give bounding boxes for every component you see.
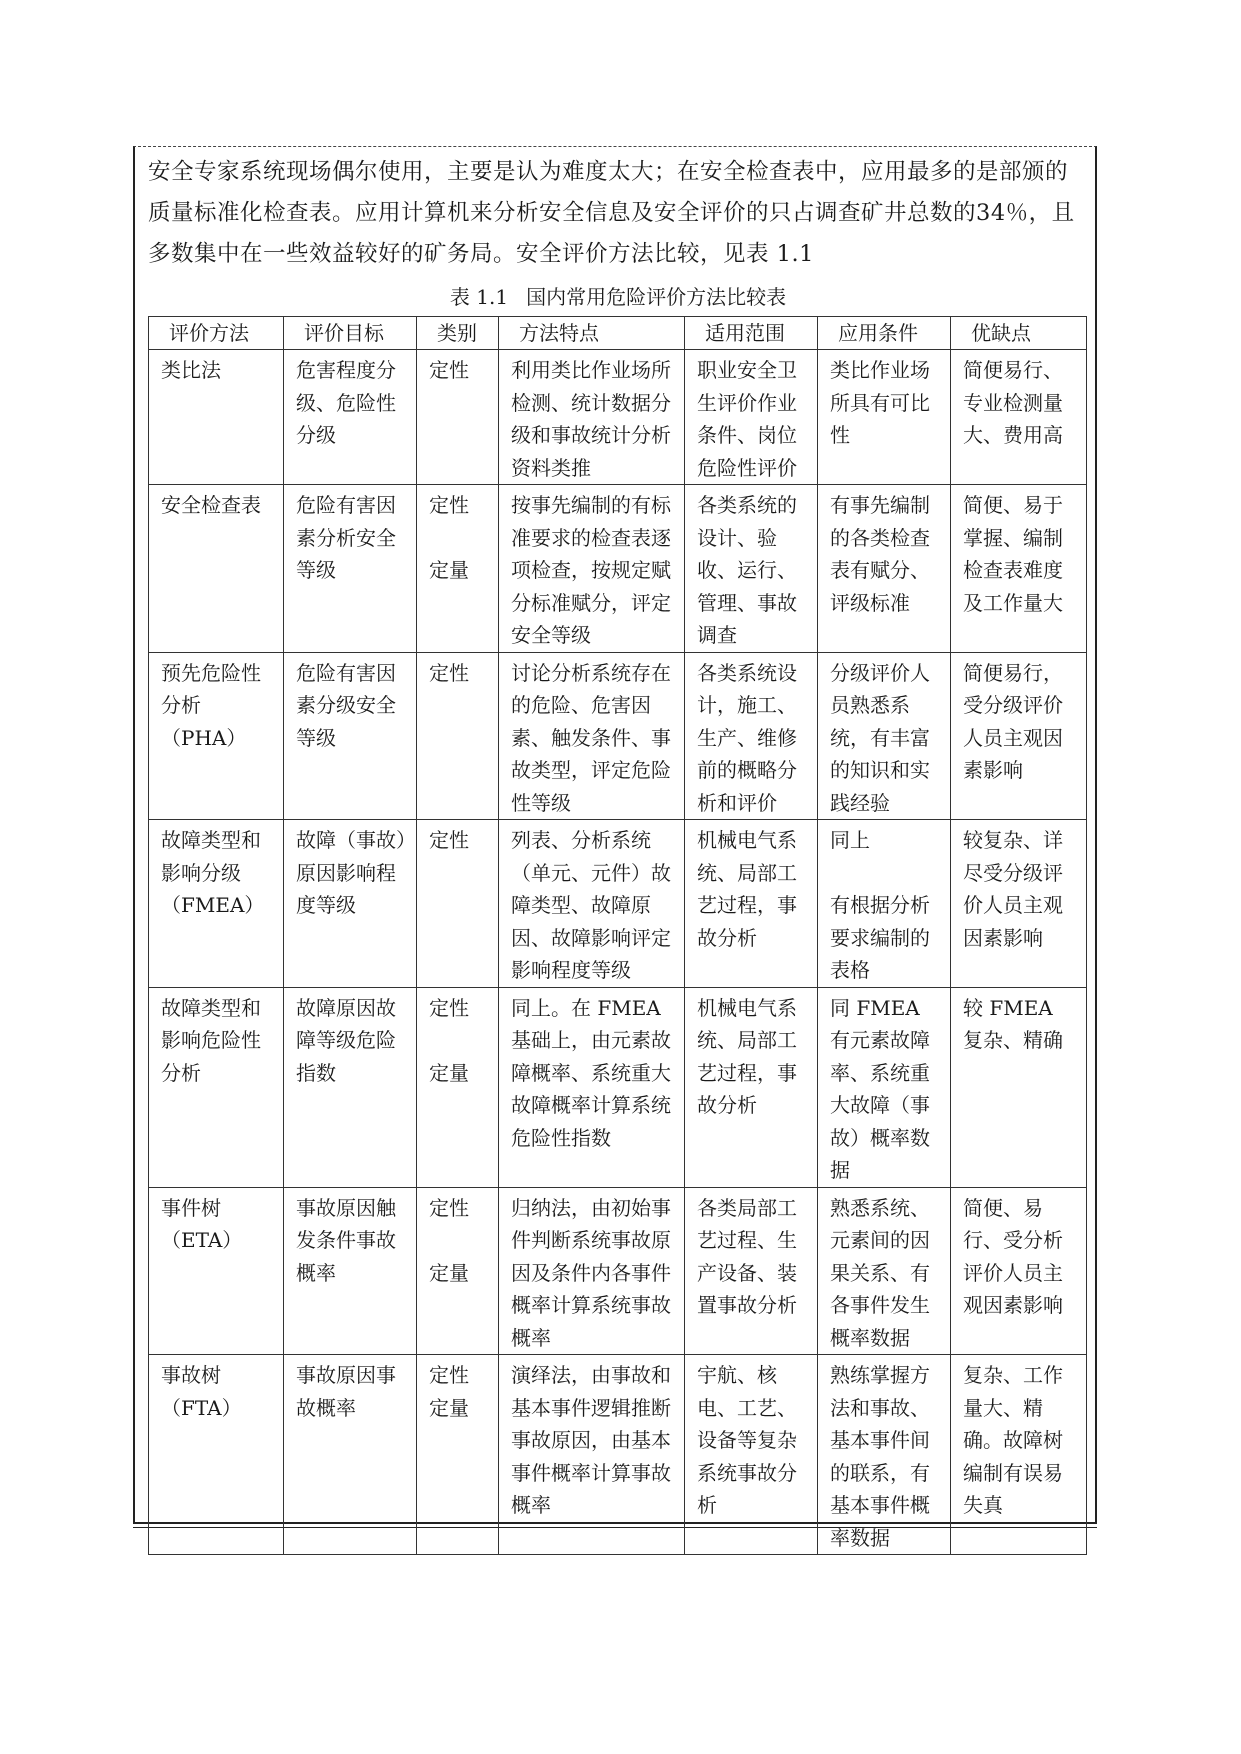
cell-target: 事故原因事故概率 [284,1355,417,1555]
cell-pros-cons: 较复杂、详尽受分级评价人员主观因素影响 [951,820,1087,988]
cell-method: 故障类型和影响危险性分析 [149,987,284,1187]
cell-category: 定性 [417,820,499,988]
cell-conditions: 熟练掌握方法和事故、基本事件间的联系，有基本事件概率数据 [818,1355,951,1555]
cell-method: 事故树 （FTA） [149,1355,284,1555]
table-row [149,820,1087,988]
cell-conditions: 类比作业场所具有可比性 [818,350,951,485]
cell-target: 故障原因故障等级危险指数 [284,987,417,1187]
cell-conditions: 分级评价人员熟悉系统，有丰富的知识和实践经验 [818,652,951,820]
cell-method: 故障类型和影响分级 （FMEA） [149,820,284,988]
cell-method: 预先危险性分析 （PHA） [149,652,284,820]
cell-target: 危险有害因素分析安全等级 [284,485,417,653]
cell-target: 故障（事故）原因影响程度等级 [284,820,417,988]
cell-pros-cons: 复杂、工作量大、精确。故障树编制有误易失真 [951,1355,1087,1555]
cell-target: 事故原因触发条件事故概率 [284,1187,417,1355]
cell-features: 按事先编制的有标准要求的检查表逐项检查，按规定赋分标准赋分，评定安全等级 [499,485,685,653]
comparison-table [148,316,1087,1555]
cell-category: 定性 定量 [417,1187,499,1355]
table-caption-title: 国内常用危险评价方法比较表 [526,285,787,309]
cell-features: 同上。在 FMEA 基础上，由元素故障概率、系统重大故障概率计算系统危险性指数 [499,987,685,1187]
table-header-row [149,317,1087,350]
header-features: 方法特点 [499,317,685,350]
cell-method: 事件树 （ETA） [149,1187,284,1355]
cell-conditions: 同上 有根据分析要求编制的表格 [818,820,951,988]
cell-category: 定性 定量 [417,987,499,1187]
cell-scope: 宇航、核电、工艺、设备等复杂系统事故分析 [685,1355,818,1555]
cell-scope: 机械电气系统、局部工艺过程，事故分析 [685,820,818,988]
cell-features: 利用类比作业场所检测、统计数据分级和事故统计分析资料类推 [499,350,685,485]
cell-method: 安全检查表 [149,485,284,653]
header-pros-cons: 优缺点 [951,317,1087,350]
table-row [149,652,1087,820]
cell-pros-cons: 简便易行，受分级评价人员主观因素影响 [951,652,1087,820]
cell-conditions: 熟悉系统、元素间的因果关系、有各事件发生概率数据 [818,1187,951,1355]
cell-conditions: 有事先编制的各类检查表有赋分、评级标准 [818,485,951,653]
cell-category: 定性 定量 [417,1355,499,1555]
header-target: 评价目标 [284,317,417,350]
table-row [149,485,1087,653]
header-scope: 适用范围 [685,317,818,350]
cell-scope: 各类系统的设计、验收、运行、管理、事故调查 [685,485,818,653]
cell-pros-cons: 简便、易于掌握、编制检查表难度及工作量大 [951,485,1087,653]
cell-features: 讨论分析系统存在的危险、危害因素、触发条件、事故类型，评定危险性等级 [499,652,685,820]
table-row [149,987,1087,1187]
cell-category: 定性 定量 [417,485,499,653]
table-caption-number: 表 1.1 [449,285,509,309]
cell-features: 列表、分析系统（单元、元件）故障类型、故障原因、故障影响评定影响程度等级 [499,820,685,988]
cell-scope: 职业安全卫生评价作业条件、岗位危险性评价 [685,350,818,485]
cell-scope: 机械电气系统、局部工艺过程，事故分析 [685,987,818,1187]
cell-scope: 各类系统设计，施工、生产、维修前的概略分析和评价 [685,652,818,820]
table-row [149,350,1087,485]
header-conditions: 应用条件 [818,317,951,350]
cell-scope: 各类局部工艺过程、生产设备、装置事故分析 [685,1187,818,1355]
table-caption [148,283,1088,311]
table-row [149,1187,1087,1355]
cell-pros-cons: 简便、易行、受分析评价人员主观因素影响 [951,1187,1087,1355]
cell-category: 定性 [417,350,499,485]
cell-pros-cons: 简便易行、专业检测量大、费用高 [951,350,1087,485]
cell-target: 危害程度分级、危险性分级 [284,350,417,485]
cell-features: 演绎法，由事故和基本事件逻辑推断事故原因，由基本事件概率计算事故概率 [499,1355,685,1555]
table-row [149,1355,1087,1555]
cell-pros-cons: 较 FMEA 复杂、精确 [951,987,1087,1187]
cell-target: 危险有害因素分级安全等级 [284,652,417,820]
body-paragraph: 安全专家系统现场偶尔使用，主要是认为难度太大；在安全检查表中，应用最多的是部颁的质量标准化检查表。应用计算机来分析安全信息及安全评价的只占调查矿井总数的34％，且多数集中在一些效益较好的矿务局。安全评价方法比较，见表 1.1 [148,159,1075,267]
header-category: 类别 [417,317,499,350]
cell-conditions: 同 FMEA 有元素故障率、系统重大故障（事故）概率数据 [818,987,951,1187]
cell-features: 归纳法，由初始事件判断系统事故原因及条件内各事件概率计算系统事故概率 [499,1187,685,1355]
cell-category: 定性 [417,652,499,820]
header-method: 评价方法 [149,317,284,350]
cell-method: 类比法 [149,350,284,485]
